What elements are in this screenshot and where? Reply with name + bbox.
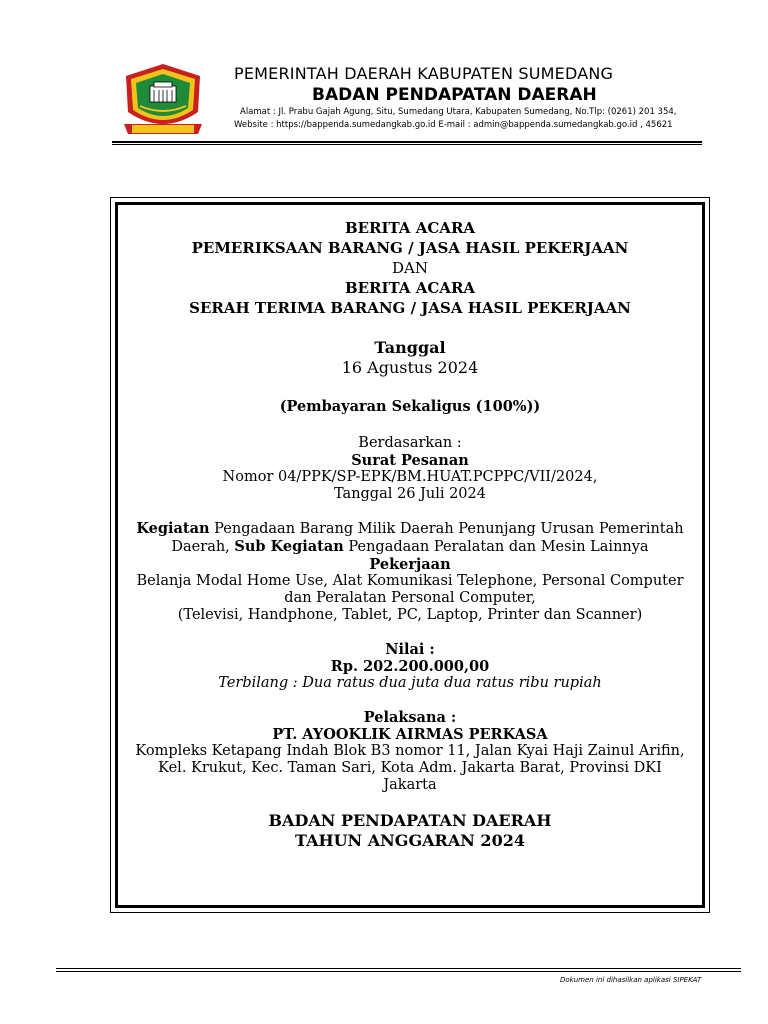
sub-activity-line xyxy=(118,538,702,556)
executor-address-1: Kompleks Ketapang Indah Blok B3 nomor 11, Jalan Kyai Haji Zainul Arifin, xyxy=(135,743,685,759)
value-in-words: Terbilang : Dua ratus dua juta dua ratus ribu rupiah xyxy=(218,675,602,691)
generated-by-note: Dokumen ini dihasilkan aplikasi SIPEKAT xyxy=(560,976,702,984)
executor-name: PT. AYOOKLIK AIRMAS PERKASA xyxy=(272,726,548,743)
footer-budget-year: TAHUN ANGGARAN 2024 xyxy=(295,831,525,850)
activity-label: Kegiatan xyxy=(136,520,210,537)
government-name: PEMERINTAH DAERAH KABUPATEN SUMEDANG xyxy=(234,64,614,83)
value-label: Nilai : xyxy=(385,641,435,658)
sumedang-regency-emblem xyxy=(118,62,208,142)
footer-rule xyxy=(56,968,741,969)
footer-agency: BADAN PENDAPATAN DAERAH xyxy=(268,811,552,830)
title-inspection: PEMERIKSAAN BARANG / JASA HASIL PEKERJAAN xyxy=(191,239,629,257)
letterhead xyxy=(234,64,704,132)
order-date: Tanggal 26 Juli 2024 xyxy=(334,486,486,502)
work-label: Pekerjaan xyxy=(369,556,451,573)
agency-name: BADAN PENDAPATAN DAERAH xyxy=(312,85,597,105)
letterhead-rule-thin xyxy=(112,144,702,145)
title-berita-acara-2: BERITA ACARA xyxy=(344,279,476,297)
payment-type: (Pembayaran Sekaligus (100%)) xyxy=(279,398,541,415)
work-line-1: Belanja Modal Home Use, Alat Komunikasi Telephone, Personal Computer xyxy=(136,573,684,589)
cover-content xyxy=(118,218,702,851)
executor-address-3: Jakarta xyxy=(383,777,437,793)
agency-address: Alamat : Jl. Prabu Gajah Agung, Situ, Sumedang Utara, Kabupaten Sumedang, No.Tlp: (0261) 201 354, xyxy=(240,107,677,117)
agency-contact: Website : https://bappenda.sumedangkab.go.id E-mail : admin@bappenda.sumedangkab.go.id , 45621 xyxy=(234,120,673,130)
activity-text-cont: Daerah, xyxy=(171,539,235,555)
order-number: Nomor 04/PPK/SP-EPK/BM.HUAT.PCPPC/VII/2024, xyxy=(222,469,598,485)
letterhead-rule xyxy=(112,141,702,143)
order-label: Surat Pesanan xyxy=(351,452,469,469)
title-handover: SERAH TERIMA BARANG / JASA HASIL PEKERJAAN xyxy=(189,299,631,317)
executor-address-2: Kel. Krukut, Kec. Taman Sari, Kota Adm. Jakarta Barat, Provinsi DKI xyxy=(158,760,662,776)
date-label: Tanggal xyxy=(374,338,446,357)
activity-line xyxy=(118,520,702,538)
title-conjunction: DAN xyxy=(392,259,428,277)
sub-activity-text: Pengadaan Peralatan dan Mesin Lainnya xyxy=(343,539,649,555)
sub-activity-label: Sub Kegiatan xyxy=(234,538,344,555)
work-line-3: (Televisi, Handphone, Tablet, PC, Laptop, Printer dan Scanner) xyxy=(177,607,643,623)
value-amount: Rp. 202.200.000,00 xyxy=(330,658,490,675)
activity-text: Pengadaan Barang Milik Daerah Penunjang Urusan Pemerintah xyxy=(209,521,684,537)
based-on-label: Berdasarkan : xyxy=(358,435,462,451)
work-line-2: dan Peralatan Personal Computer, xyxy=(284,590,536,606)
executor-label: Pelaksana : xyxy=(363,709,457,726)
date-value: 16 Agustus 2024 xyxy=(341,358,479,377)
title-berita-acara-1: BERITA ACARA xyxy=(344,219,476,237)
footer-rule-thin xyxy=(56,971,741,972)
